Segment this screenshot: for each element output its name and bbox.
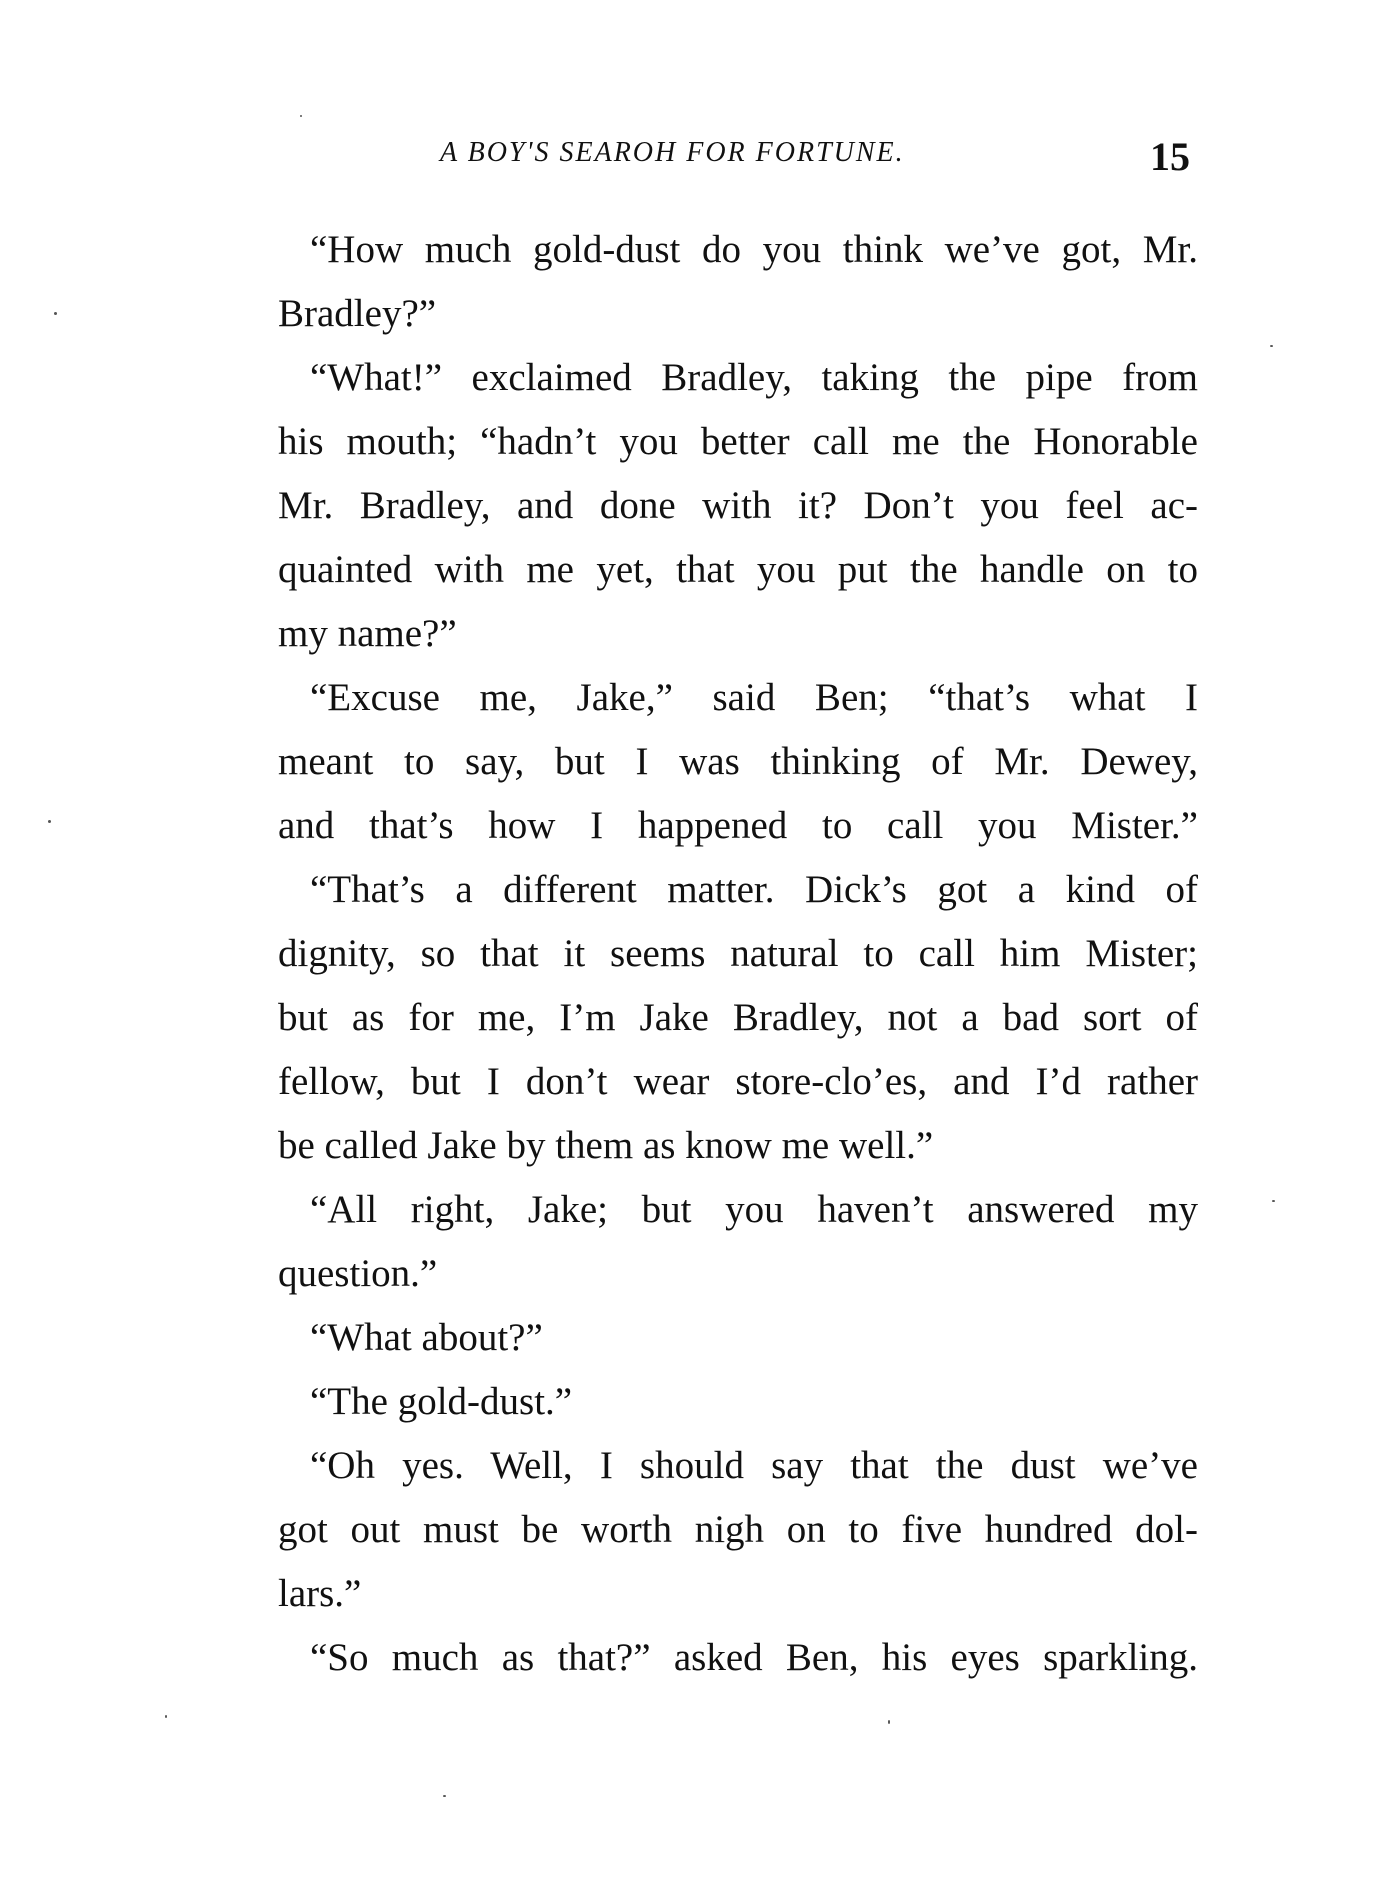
text-line: “All right, Jake; but you haven’t answered my [310, 1188, 1198, 1231]
text-line: question.” [278, 1252, 438, 1295]
text-line: “The gold-dust.” [310, 1380, 573, 1423]
text-line: “Excuse me, Jake,” said Ben; “that’s what I [310, 676, 1198, 719]
text-line: “What about?” [310, 1316, 543, 1359]
scan-speck [443, 1795, 446, 1797]
scan-speck [1272, 1200, 1275, 1202]
text-line: fellow, but I don’t wear store-clo’es, and I’d rather [278, 1060, 1198, 1103]
page-number: 15 [1150, 134, 1190, 179]
scan-speck [888, 1720, 890, 1724]
scan-speck [54, 312, 57, 315]
scan-speck [1270, 345, 1273, 347]
text-line: dignity, so that it seems natural to call him Mister; [278, 932, 1198, 975]
scan-speck [165, 1715, 167, 1718]
text-line: his mouth; “hadn’t you better call me the Honorable [278, 420, 1198, 463]
text-line: got out must be worth nigh on to five hundred dol- [278, 1508, 1198, 1551]
scan-speck [300, 115, 302, 117]
text-line: “So much as that?” asked Ben, his eyes sparkling. [310, 1636, 1198, 1679]
body-text [278, 218, 1198, 1690]
text-line: Mr. Bradley, and done with it? Don’t you feel ac- [278, 484, 1198, 527]
text-line: Bradley?” [278, 292, 437, 335]
text-line: and that’s how I happened to call you Mister.” [278, 804, 1198, 847]
text-line: “How much gold-dust do you think we’ve got, Mr. [310, 228, 1198, 271]
text-line: quainted with me yet, that you put the handle on to [278, 548, 1198, 591]
running-title: A BOY'S SEAROH FOR FORTUNE. [440, 137, 905, 168]
text-line: meant to say, but I was thinking of Mr. Dewey, [278, 740, 1198, 783]
text-line: but as for me, I’m Jake Bradley, not a bad sort of [278, 996, 1198, 1039]
text-line: “What!” exclaimed Bradley, taking the pipe from [310, 356, 1198, 399]
text-line: be called Jake by them as know me well.” [278, 1124, 934, 1167]
text-line: “That’s a different matter. Dick’s got a kind of [310, 868, 1198, 911]
text-line: lars.” [278, 1572, 362, 1615]
text-line: “Oh yes. Well, I should say that the dust we’ve [310, 1444, 1198, 1487]
text-line: my name?” [278, 612, 457, 655]
scan-speck [48, 820, 51, 823]
